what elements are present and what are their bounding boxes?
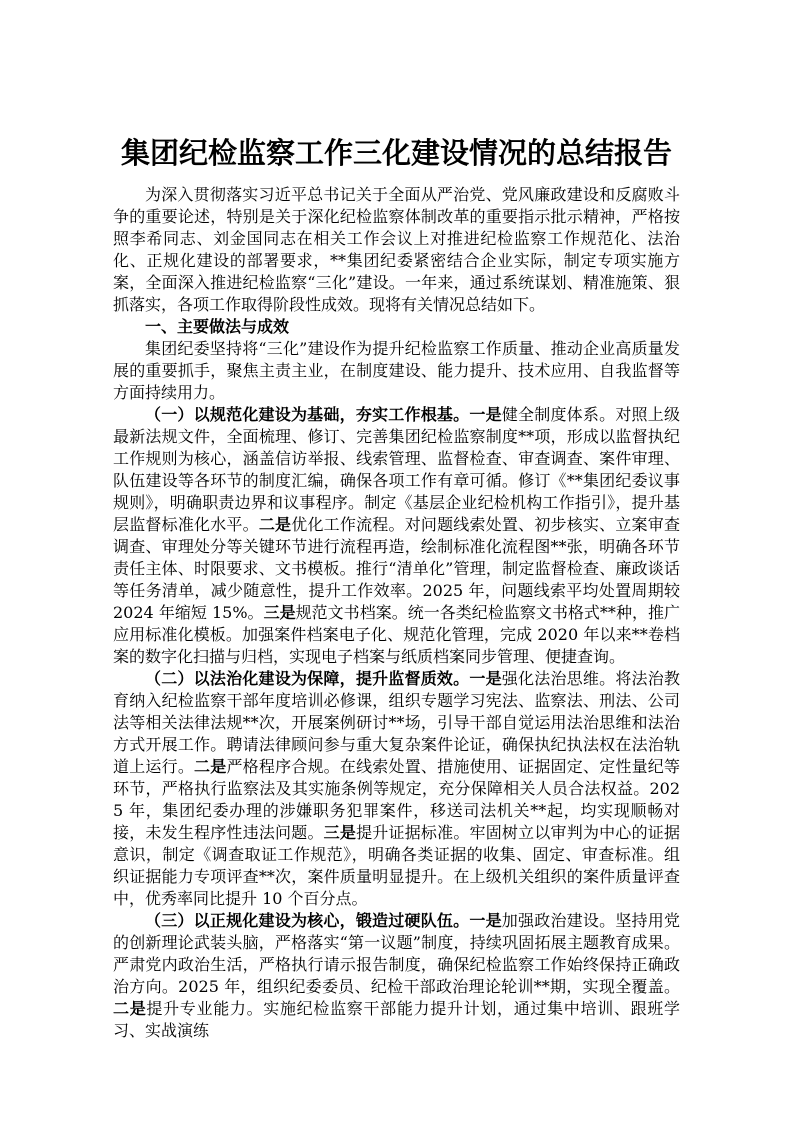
text-run: 强化法治思维。将法治教育纳入纪检监察干部年度培训必修课，组织专题学习宪法、监察法、刑法、公司法等相关法律法规**次，开展案例研讨**场，引导干部自觉运用法治思维和法治方式开展工作。聘请法律顾问参与重大复杂案件论证，确保执纪执法权在法治轨道上运行。 xyxy=(113,669,680,776)
paragraph xyxy=(113,404,680,668)
bold-text-run: （二）以法治化建设为保障，提升监督质效。一是 xyxy=(145,669,502,688)
paragraph xyxy=(113,668,680,910)
text-run: 优化工作流程。对问题线索处置、初步核实、立案审查调查、审理处分等关键环节进行流程再造，绘制标准化流程图**张，明确各环节责任主体、时限要求、文书模板。推行“清单化”管理，制定监督检查、廉政谈话等任务清单，减少随意性，提升工作效率。2025 年，问题线索平均处置周期较 2024 年缩短 15%。 xyxy=(113,515,680,622)
text-run: 提升证据标准。牢固树立以审判为中心的证据意识，制定《调查取证工作规范》，明确各类证据的收集、固定、审查标准。组织证据能力专项评查**次，案件质量明显提升。在上级机关组织的案件质量评查中，优秀率同比提升 10 个百分点。 xyxy=(113,823,680,908)
bold-text-run: 一、主要做法与成效 xyxy=(145,317,290,336)
document-body xyxy=(113,184,680,1042)
paragraph xyxy=(113,338,680,404)
bold-text-run: 三是 xyxy=(323,823,357,842)
bold-text-run: 二是 xyxy=(194,757,227,776)
text-run: 集团纪委坚持将“三化”建设作为提升纪检监察工作质量、推动企业高质量发展的重要抓手，聚焦主责主业，在制度建设、能力提升、技术应用、自我监督等方面持续用力。 xyxy=(113,339,680,402)
text-run: 加强政治建设。坚持用党的创新理论武装头脑，严格落实“第一议题”制度，持续巩固拓展主题教育成果。严肃党内政治生活，严格执行请示报告制度，确保纪检监察工作始终保持正确政治方向。2025 年，组织纪委委员、纪检干部政治理论轮训**期，实现全覆盖。 xyxy=(113,911,680,996)
paragraph xyxy=(113,910,680,1042)
bold-text-run: 二是 xyxy=(258,515,292,534)
document-title: 集团纪检监察工作三化建设情况的总结报告 xyxy=(120,136,672,170)
text-run: 健全制度体系。对照上级最新法规文件，全面梳理、修订、完善集团纪检监察制度**项，形成以监督执纪工作规则为核心，涵盖信访举报、线索管理、监督检查、审查调查、案件审理、队伍建设等各环节的制度汇编，确保各项工作有章可循。修订《**集团纪委议事规则》，明确职责边界和议事程序。制定《基层企业纪检机构工作指引》，提升基层监督标准化水平。 xyxy=(113,405,680,534)
bold-text-run: 二是 xyxy=(113,999,147,1018)
bold-text-run: （一）以规范化建设为基础，夯实工作根基。一是 xyxy=(145,405,502,424)
text-run: 为深入贯彻落实习近平总书记关于全面从严治党、党风廉政建设和反腐败斗争的重要论述，特别是关于深化纪检监察体制改革的重要指示批示精神，严格按照李希同志、刘金国同志在相关工作会议上对推进纪检监察工作规范化、法治化、正规化建设的部署要求，**集团纪委紧密结合企业实际，制定专项实施方案，全面深入推进纪检监察“三化”建设。一年来，通过系统谋划、精准施策、狠抓落实，各项工作取得阶段性成效。现将有关情况总结如下。 xyxy=(113,185,680,314)
text-run: 提升专业能力。实施纪检监察干部能力提升计划，通过集中培训、跟班学习、实战演练 xyxy=(113,999,680,1040)
text-run: 严格程序合规。在线索处置、措施使用、证据固定、定性量纪等环节，严格执行监察法及其实施条例等规定，充分保障相关人员合法权益。2025 年，集团纪委办理的涉嫌职务犯罪案件，移送司法机关**起，均实现顺畅对接，未发生程序性违法问题。 xyxy=(113,757,680,842)
text-run: 规范文书档案。统一各类纪检监察文书格式**种，推广应用标准化模板。加强案件档案电子化、规范化管理，完成 2020 年以来**卷档案的数字化扫描与归档，实现电子档案与纸质档案同步管理、便捷查询。 xyxy=(113,603,680,666)
bold-text-run: 三是 xyxy=(263,603,296,622)
section-heading xyxy=(113,316,680,338)
bold-text-run: （三）以正规化建设为核心，锻造过硬队伍。一是 xyxy=(145,911,502,930)
paragraph xyxy=(113,184,680,316)
